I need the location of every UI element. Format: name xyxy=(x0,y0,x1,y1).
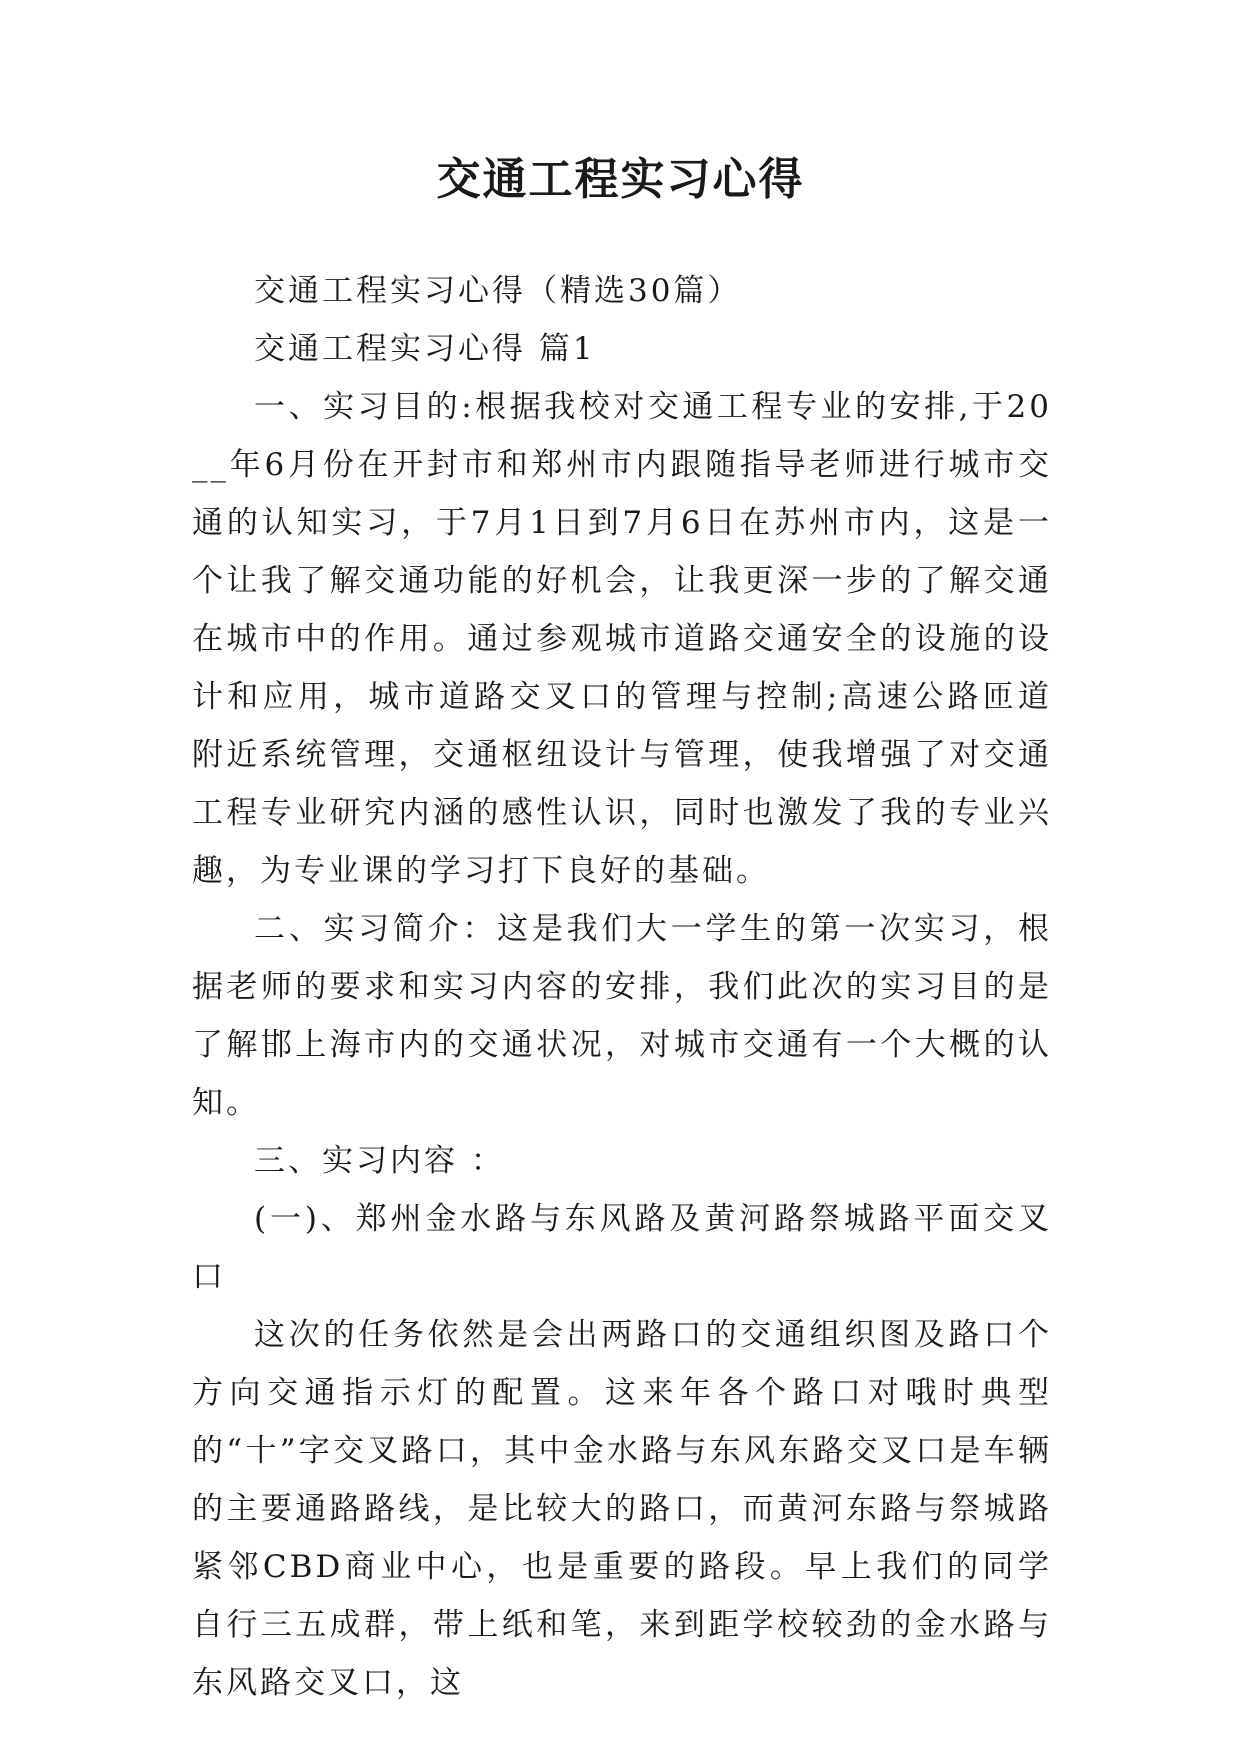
subtitle-paragraph: 交通工程实习心得（精选30篇） xyxy=(254,273,742,309)
paragraph-task: 这次的任务依然是会出两路口的交通组织图及路口个方向交通指示灯的配置。这来年各个路口对哦时典型的“十”字交叉路口，其中金水路与东风东路交叉口是车辆的主要通路路线，是比较大的路口，而黄河东路与祭城路紧邻CBD商业中心，也是重要的路段。早上我们的同学自行三五成群，带上纸和笔，来到距学校较劲的金水路与东风路交叉口，这 xyxy=(192,1317,1052,1701)
paragraph-purpose: 一、实习目的:根据我校对交通工程专业的安排,于20__年6月份在开封市和郑州市内跟随指导老师进行城市交通的认知实习，于7月1日到7月6日在苏州市内，这是一个让我了解交通功能的好机会，让我更深一步的了解交通在城市中的作用。通过参观城市道路交通安全的设施的设计和应用，城市道路交叉口的管理与控制;高速公路匝道附近系统管理，交通枢纽设计与管理，使我增强了对交通工程专业研究内涵的感性认识，同时也激发了我的专业兴趣，为专业课的学习打下良好的基础。 xyxy=(192,389,1052,889)
paragraph-intro: 二、实习简介：这是我们大一学生的第一次实习，根据老师的要求和实习内容的安排，我们此次的实习目的是了解邯上海市内的交通状况，对城市交通有一个大概的认知。 xyxy=(192,911,1052,1121)
paragraph-subheading: (一)、郑州金水路与东风路及黄河路祭城路平面交叉口 xyxy=(192,1201,1052,1295)
section-heading: 交通工程实习心得 篇1 xyxy=(254,331,596,367)
document-body xyxy=(192,262,1052,1712)
paragraph-content-heading: 三、实习内容 ： xyxy=(254,1143,505,1179)
document-title: 交通工程实习心得 xyxy=(436,154,805,205)
